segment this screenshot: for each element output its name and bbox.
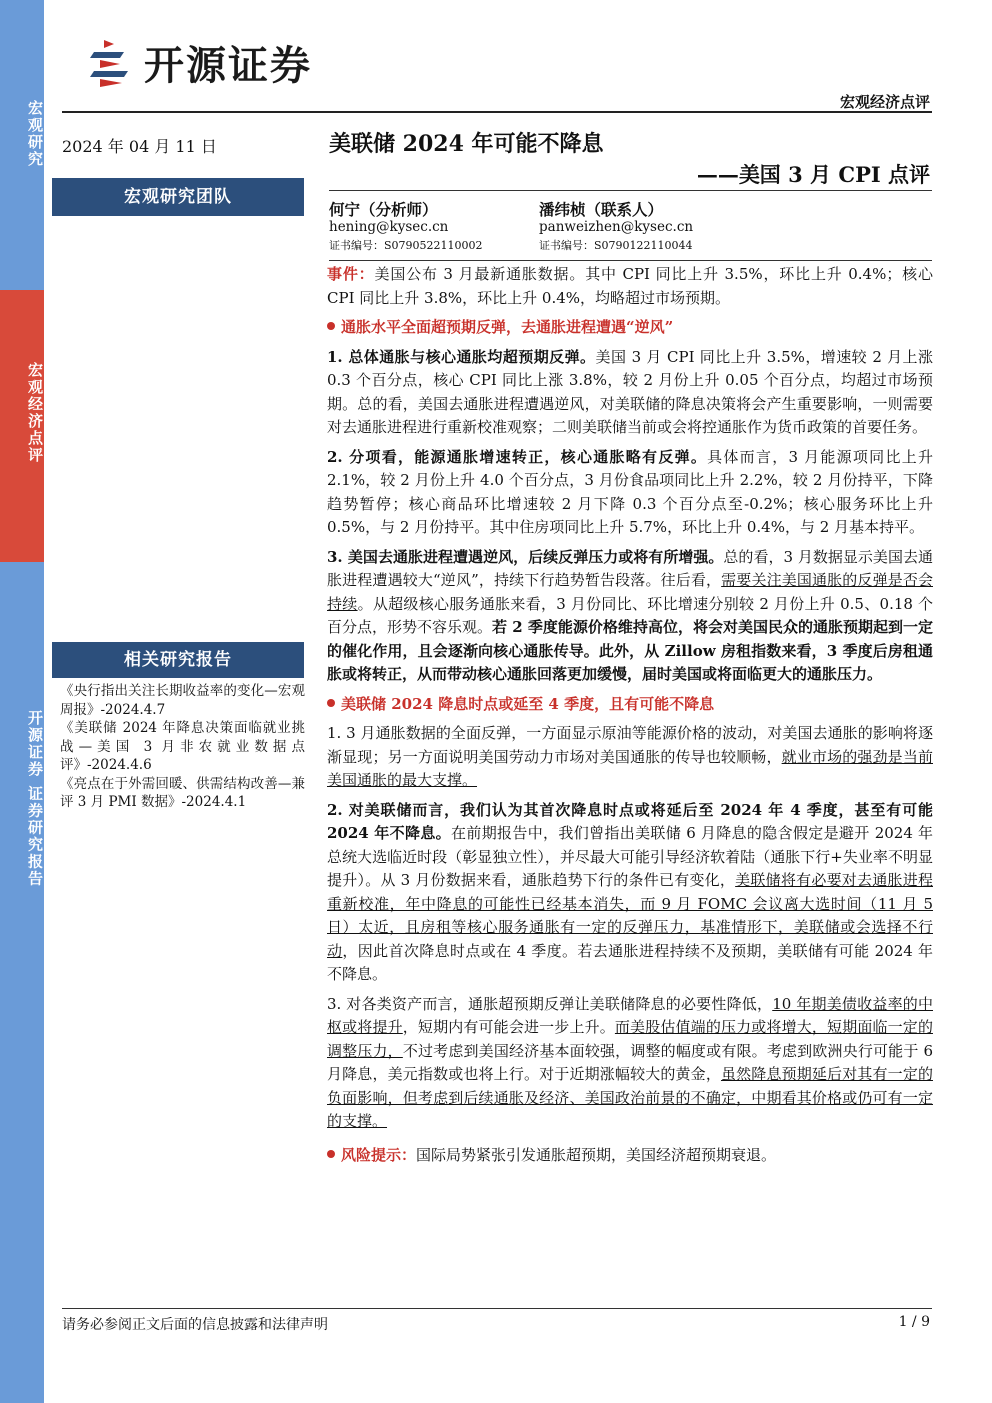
risk-label: 风险提示： <box>341 1145 417 1164</box>
section-heading-text: 通胀水平全面超预期反弹，去通胀进程遭遇“逆风” <box>341 318 674 336</box>
body-paragraph <box>327 993 933 1134</box>
author-name: 潘纬桢（联系人） <box>539 200 664 219</box>
section-heading <box>327 693 933 717</box>
author-card <box>329 198 483 253</box>
event-text: 美国公布 3 月最新通胀数据。其中 CPI 同比上升 3.5%，环比上升 0.4%；核心 CPI 同比上升 3.8%，环比上升 0.4%，均略超过市场预期。 <box>327 265 933 307</box>
author-email[interactable]: panweizhen@kysec.cn <box>539 219 694 235</box>
paragraph-text: 美国 3 月 CPI 同比上升 3.5%，增速较 2 月上涨 0.3 个百分点，核心 CPI 同比上涨 3.8%，较 2 月份上升 0.05 个百分点，均超过市场预期。总的看，美国去通胀进程遭遇逆风，对美联储的降息决策将会产生重要影响，一则需要对去通胀进程进行重新校准观察；二则美联储当前或会将控通胀作为货币政策的首要任务。 <box>327 347 933 436</box>
author-divider <box>329 260 932 261</box>
logo-text: 开源证券 <box>144 43 312 89</box>
paragraph-emphasis: 而美股估值端的压力或将增大，短期面临一定的调整压力， <box>327 1018 933 1060</box>
paragraph-lead: 1. 总体通胀与核心通胀均超预期反弹。 <box>327 347 596 366</box>
title-divider <box>329 190 932 191</box>
company-logo <box>90 32 390 92</box>
paragraph-emphasis: 需要关注美国通胀的反弹是否会持续 <box>327 571 933 613</box>
related-report-link[interactable]: 《美联储 2024 年降息决策面临就业挑战—美国 3 月非农就业数据点评》-2024.4.6 <box>60 720 305 773</box>
author-name: 何宁（分析师） <box>329 200 438 219</box>
paragraph-text: 。从超级核心服务通胀来看，3 月份同比、环比增速分别较 2 月份上升 0.5、0.18 个百分点，形势不容乐观。 <box>327 594 933 636</box>
related-report-link[interactable]: 《央行指出关注长期收益率的变化—宏观周报》-2024.4.7 <box>60 683 305 718</box>
author-card <box>539 198 693 253</box>
paragraph-emphasis: 虽然降息预期延后对其有一定的负面影响，但考虑到后续通胀及经济、美国政治前景的不确定，中期看其价格或仍可有一定的支撑。 <box>327 1065 933 1130</box>
paragraph-text: 3. 对各类资产而言，通胀超预期反弹让美联储降息的必要性降低， <box>327 994 773 1013</box>
section-heading-text: 美联储 2024 降息时点或延至 4 季度，且有可能不降息 <box>341 694 715 713</box>
author-cert: 证书编号：S0790522110002 <box>329 239 483 252</box>
event-label: 事件： <box>327 265 375 283</box>
page-title: 美联储 2024 年可能不降息 <box>329 131 604 157</box>
event-paragraph <box>327 263 933 310</box>
sidebar-label-bottom: 开源证券 证券研究报告 <box>26 710 44 888</box>
bullet-icon <box>327 1150 335 1158</box>
paragraph-emphasis: 就业市场的强劲是当前美国通胀的最大支撑。 <box>327 747 933 789</box>
sidebar-label-mid: 宏观经济点评 <box>26 362 44 464</box>
paragraph-text: 总的看，3 月数据显示美国去通胀进程遭遇较大“逆风”，持续下行趋势暂告段落。往后看， <box>327 547 933 589</box>
paragraph-emphasis: 10 年期美债收益率的中枢或将提升 <box>327 994 933 1036</box>
bullet-icon <box>327 322 335 330</box>
paragraph-emphasis: 美联储将有必要对去通胀进程重新校准，年中降息的可能性已经基本消失，而 9 月 FOMC 会议离大选时间（11 月 5 日）太近，且房租等核心服务通胀有一定的反弹压力，基准情形下，美联储或会选择不行动 <box>327 871 933 960</box>
bullet-icon <box>327 699 335 707</box>
body-paragraph <box>327 799 933 987</box>
team-box: 宏观研究团队 <box>52 178 304 216</box>
footer-disclaimer: 请务必参阅正文后面的信息披露和法律声明 <box>62 1317 328 1333</box>
sidebar-label-top: 宏观研究 <box>26 100 44 168</box>
body-paragraph <box>327 722 933 793</box>
body-paragraph <box>327 446 933 540</box>
body-paragraph <box>327 546 933 687</box>
paragraph-text: 1. 3 月通胀数据的全面反弹，一方面显示原油等能源价格的波动，对美国去通胀的影响将逐渐显现；另一方面说明美国劳动力市场对美国通胀的传导也较顺畅， <box>327 724 933 766</box>
related-reports-list <box>60 682 305 812</box>
page-number: 1 / 9 <box>898 1314 930 1330</box>
footer-divider <box>62 1308 932 1309</box>
related-report-link[interactable]: 《亮点在于外需回暖、供需结构改善—兼评 3 月 PMI 数据》-2024.4.1 <box>60 775 305 810</box>
report-body <box>327 263 933 1167</box>
paragraph-bold: 若 2 季度能源价格维持高位，将会对美国民众的通胀预期起到一定的催化作用，且会逐渐向核心通胀传导。此外，从 Zillow 房租指数来看，3 季度后房租通胀或将转正，从而带动核心通胀回落更加缓慢，届时美国或将面临更大的通胀压力。 <box>327 618 933 683</box>
paragraph-lead: 3. 美国去通胀进程遭遇逆风，后续反弹压力或将有所增强。 <box>327 547 724 566</box>
risk-text: 国际局势紧张引发通胀超预期，美国经济超预期衰退。 <box>416 1145 777 1164</box>
sidebar-strip <box>0 0 44 1403</box>
page-subtitle: ——美国 3 月 CPI 点评 <box>696 162 930 187</box>
report-type: 宏观经济点评 <box>839 93 930 111</box>
header-divider <box>62 111 932 113</box>
report-date: 2024 年 04 月 11 日 <box>62 137 217 156</box>
related-reports-header: 相关研究报告 <box>52 642 304 678</box>
paragraph-text: 具体而言，3 月能源项同比上升 2.1%，较 2 月份上升 4.0 个百分点，3 月份食品项同比上升 2.2%，较 2 月份持平，下降趋势暂停；核心商品环比增速较 2 月下降 0.3 个百分点至-0.2%；核心服务环比上升 0.5%，与 2 月份持平。其中住房项同比上升 5.7%，环比上升 0.4%，与 2 月基本持平。 <box>327 447 933 536</box>
paragraph-text: 在前期报告中，我们曾指出美联储 6 月降息的隐含假定是避开 2024 年总统大选临近时段（彰显独立性），并尽最大可能引导经济软着陆（通胀下行+失业率不明显提升）。从 3 月份数据来看，通胀趋势下行的条件已有变化， <box>327 824 933 889</box>
risk-paragraph <box>327 1144 933 1168</box>
paragraph-text: ，因此首次降息时点或在 4 季度。若去通胀进程持续不及预期，美联储有可能 2024 年不降息。 <box>327 941 933 983</box>
paragraph-lead: 2. 对美联储而言，我们认为其首次降息时点或将延后至 2024 年 4 季度，甚至有可能 2024 年不降息。 <box>327 800 933 842</box>
paragraph-text: ，短期内有可能会进一步上升。 <box>402 1018 615 1036</box>
paragraph-lead: 2. 分项看，能源通胀增速转正，核心通胀略有反弹。 <box>327 447 708 466</box>
section-heading <box>327 316 933 340</box>
body-paragraph <box>327 346 933 440</box>
paragraph-text: 不过考虑到美国经济基本面较强，调整的幅度或有限。考虑到欧洲央行可能于 6 月降息，美元指数或也将上行。对于近期涨幅较大的黄金， <box>327 1041 933 1083</box>
logo-mark-icon <box>90 38 134 88</box>
author-email[interactable]: hening@kysec.cn <box>329 219 449 235</box>
author-cert: 证书编号：S0790122110044 <box>539 239 693 252</box>
